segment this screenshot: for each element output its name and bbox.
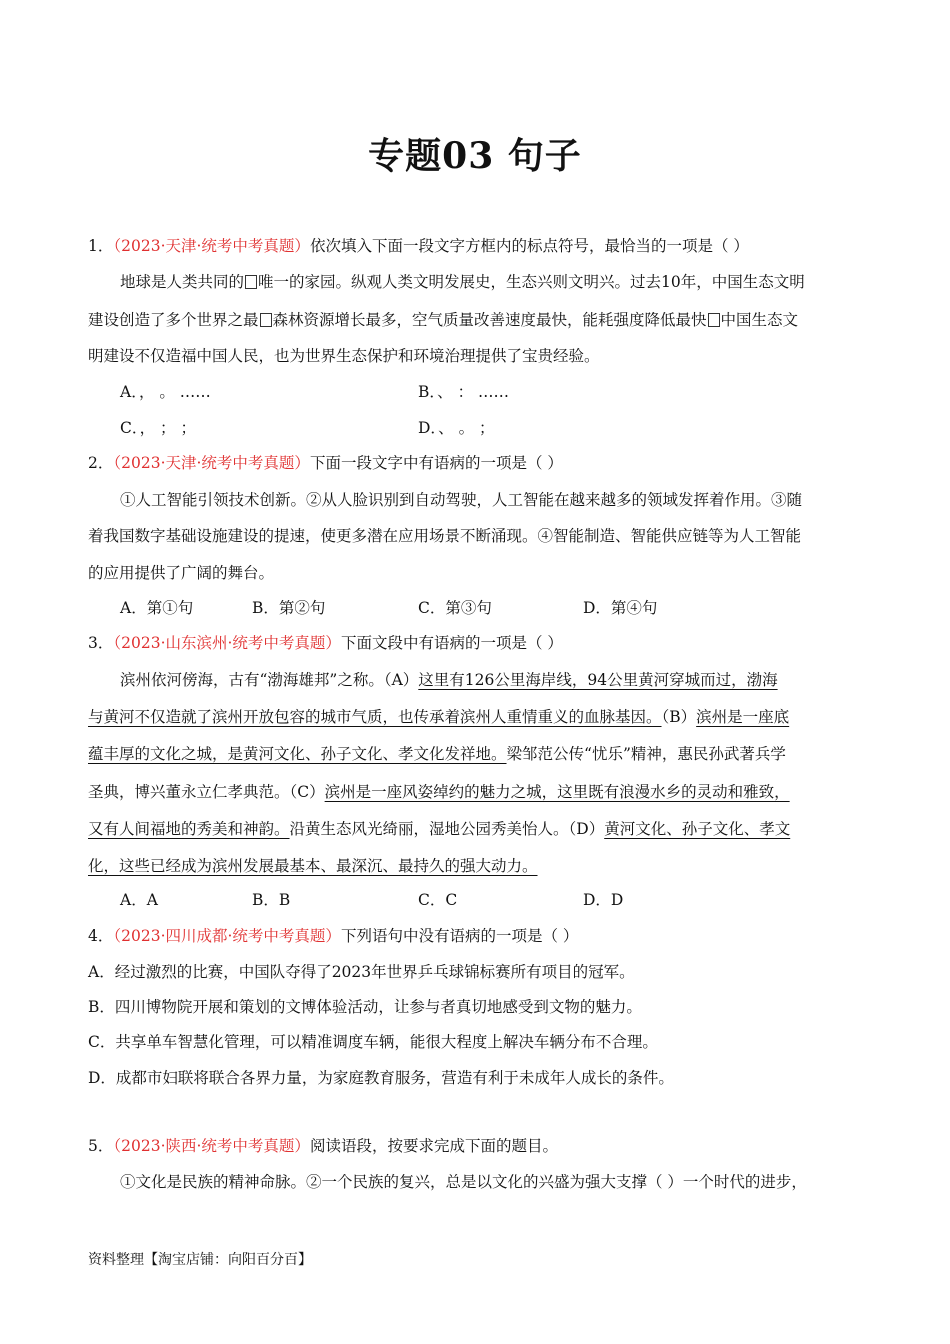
option-b[interactable]: B．第②句 bbox=[252, 599, 326, 617]
page-title: 专题03 句子 bbox=[368, 135, 582, 177]
question-source: （2023·天津·统考中考真题） bbox=[113, 454, 310, 472]
question-number: 4． bbox=[88, 927, 114, 945]
option-a[interactable]: A．第①句 bbox=[120, 599, 194, 617]
question-1-passage-line: 地球是人类共同的 唯一的家园。纵观人类文明发展史，生态兴则文明兴。过去10年，中国生态文明 bbox=[120, 273, 805, 291]
option-b[interactable]: B．四川博物院开展和策划的文博体验活动，让参与者真切地感受到文物的魅力。 bbox=[88, 998, 642, 1016]
option-c[interactable]: C．， ； ； bbox=[120, 419, 196, 437]
question-2-passage-line: 的应用提供了广阔的舞台。 bbox=[88, 564, 275, 582]
question-1-passage-line: 明建设不仅造福中国人民，也为世界生态保护和环境治理提供了宝贵经验。 bbox=[88, 347, 600, 365]
question-2-passage-line: 着我国数字基础设施建设的提速，使更多潜在应用场景不断涌现。④智能制造、智能供应链等为人工智能 bbox=[88, 527, 802, 545]
question-source: （2023·山东滨州·统考中考真题） bbox=[113, 634, 341, 652]
blank-box-icon bbox=[245, 275, 257, 289]
option-d[interactable]: D．D bbox=[583, 891, 624, 909]
question-3-header bbox=[88, 633, 563, 653]
option-d[interactable]: D．第④句 bbox=[583, 599, 658, 617]
option-b[interactable]: B．、 ： …… bbox=[418, 383, 509, 401]
question-3-passage-line: 又有人间福地的秀美和神韵。沿黄生态风光绮丽，湿地公园秀美怡人。（D）黄河文化、孙子文化、孝文 bbox=[88, 820, 791, 838]
option-d[interactable]: D．、 。 ； bbox=[418, 419, 495, 437]
question-3-passage-line: 圣典，博兴董永立仁孝典范。（C）滨州是一座风姿绰约的魅力之城，这里既有浪漫水乡的灵动和雅致， bbox=[88, 783, 790, 801]
question-3-passage-line: 蕴丰厚的文化之城，是黄河文化、孙子文化、孝文化发祥地。梁邹范公传“忧乐”精神，惠民孙武著兵学 bbox=[88, 745, 786, 763]
option-b[interactable]: B．B bbox=[252, 891, 291, 909]
option-c[interactable]: C．C bbox=[418, 891, 458, 909]
question-1-header bbox=[88, 236, 749, 256]
option-a[interactable]: A．， 。 …… bbox=[120, 383, 211, 401]
question-source: （2023·陕西·统考中考真题） bbox=[113, 1137, 310, 1155]
blank-box-icon bbox=[708, 313, 720, 327]
question-2-header bbox=[88, 453, 563, 473]
question-stem: 下列语句中没有语病的一项是（ ） bbox=[340, 927, 579, 945]
question-1-passage-line: 建设创造了多个世界之最 森林资源增长最多，空气质量改善速度最快，能耗强度降低最快 中国生态文 bbox=[88, 311, 799, 329]
question-number: 5． bbox=[88, 1137, 114, 1155]
question-2-passage-line: ①人工智能引领技术创新。②从人脸识别到自动驾驶，人工智能在越来越多的领域发挥着作用。③随 bbox=[120, 491, 803, 509]
option-a[interactable]: A．A bbox=[120, 891, 158, 909]
question-stem: 阅读语段，按要求完成下面的题目。 bbox=[309, 1137, 558, 1155]
question-5-header bbox=[88, 1136, 558, 1156]
question-number: 1． bbox=[88, 237, 114, 255]
question-4-header bbox=[88, 926, 578, 946]
question-stem: 下面一段文字中有语病的一项是（ ） bbox=[309, 454, 563, 472]
question-source: （2023·四川成都·统考中考真题） bbox=[113, 927, 341, 945]
question-source: （2023·天津·统考中考真题） bbox=[113, 237, 310, 255]
question-number: 2． bbox=[88, 454, 114, 472]
question-number: 3． bbox=[88, 634, 114, 652]
blank-box-icon bbox=[260, 313, 272, 327]
option-c[interactable]: C．第③句 bbox=[418, 599, 492, 617]
page-footer: 资料整理【淘宝店铺：向阳百分百】 bbox=[88, 1252, 312, 1268]
question-3-passage-line: 滨州依河傍海，古有“渤海雄邦”之称。（A）这里有126公里海岸线，94公里黄河穿城而过，渤海 bbox=[120, 671, 778, 689]
option-d[interactable]: D．成都市妇联将联合各界力量，为家庭教育服务，营造有利于未成年人成长的条件。 bbox=[88, 1069, 674, 1087]
question-stem: 依次填入下面一段文字方框内的标点符号，最恰当的一项是（ ） bbox=[309, 237, 749, 255]
option-c[interactable]: C．共享单车智慧化管理，可以精准调度车辆，能很大程度上解决车辆分布不合理。 bbox=[88, 1033, 658, 1051]
option-a[interactable]: A．经过激烈的比赛，中国队夺得了2023年世界乒乓球锦标赛所有项目的冠军。 bbox=[88, 963, 635, 981]
question-3-passage-line: 与黄河不仅造就了滨州开放包容的城市气质，也传承着滨州人重情重义的血脉基因。（B）滨州是一座底 bbox=[88, 708, 790, 726]
question-stem: 下面文段中有语病的一项是（ ） bbox=[340, 634, 563, 652]
question-5-passage-line: ①文化是民族的精神命脉。②一个民族的复兴，总是以文化的兴盛为强大支撑（ ）一个时代的进步， bbox=[120, 1173, 807, 1191]
question-3-passage-line: 化，这些已经成为滨州发展最基本、最深沉、最持久的强大动力。 bbox=[88, 857, 538, 875]
